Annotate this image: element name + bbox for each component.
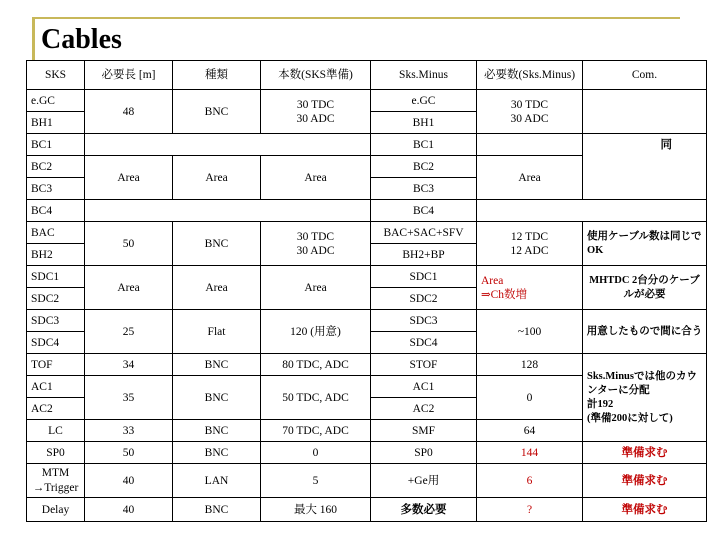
cell-minus: SMF [371, 420, 477, 442]
table-row [27, 134, 707, 156]
cell-empty [477, 134, 583, 156]
cell-comment: 準備求む [583, 498, 707, 522]
cell-type: BNC [173, 222, 261, 266]
cell-minus: BH1 [371, 112, 477, 134]
header-need-sks-minus: 必要数(Sks.Minus) [477, 61, 583, 90]
cell-need: 144 [477, 442, 583, 464]
title-accent-vertical [32, 17, 35, 61]
cell-length: 50 [85, 442, 173, 464]
cell-type: Area [173, 156, 261, 200]
cell-type: BNC [173, 354, 261, 376]
cell-minus: BC1 [371, 134, 477, 156]
cell-sks: BC2 [27, 156, 85, 178]
cell-sks: SDC4 [27, 332, 85, 354]
title-accent-horizontal [32, 17, 680, 19]
cell-need: 6 [477, 464, 583, 498]
cell-sks: BC3 [27, 178, 85, 200]
cell-comment [583, 90, 707, 134]
cell-minus: SDC4 [371, 332, 477, 354]
table-row [27, 310, 707, 332]
cell-sks: LC [27, 420, 85, 442]
header-sks-minus: Sks.Minus [371, 61, 477, 90]
cell-comment: 準備求む [583, 464, 707, 498]
cell-length: 40 [85, 464, 173, 498]
page-title: Cables [41, 24, 122, 55]
cell-minus: BC4 [371, 200, 477, 222]
cell-type: BNC [173, 420, 261, 442]
cell-sks: TOF [27, 354, 85, 376]
cell-minus: BC3 [371, 178, 477, 200]
cell-minus: AC1 [371, 376, 477, 398]
cell-minus: 多数必要 [371, 498, 477, 522]
cell-length: 35 [85, 376, 173, 420]
cell-minus: BC2 [371, 156, 477, 178]
cell-count: 最大 160 [261, 498, 371, 522]
table-row [27, 498, 707, 522]
cell-minus: e.GC [371, 90, 477, 112]
cell-minus: SP0 [371, 442, 477, 464]
cell-sks: BH1 [27, 112, 85, 134]
cell-minus: SDC2 [371, 288, 477, 310]
table-row [27, 354, 707, 376]
cell-sks: AC2 [27, 398, 85, 420]
cell-empty [85, 200, 371, 222]
cell-count: 120 (用意) [261, 310, 371, 354]
cell-sks: SP0 [27, 442, 85, 464]
cell-length: 25 [85, 310, 173, 354]
cell-count: 30 TDC 30 ADC [261, 90, 371, 134]
cell-need: ? [477, 498, 583, 522]
cell-sks: SDC3 [27, 310, 85, 332]
cell-length: 50 [85, 222, 173, 266]
header-length: 必要長 [m] [85, 61, 173, 90]
table-row [27, 464, 707, 498]
cell-minus: +Ge用 [371, 464, 477, 498]
cell-length: Area [85, 266, 173, 310]
header-sks: SKS [27, 61, 85, 90]
cell-comment: 用意したもので間に合う [583, 310, 707, 354]
cell-empty [85, 134, 371, 156]
cell-type: BNC [173, 90, 261, 134]
cell-length: 40 [85, 498, 173, 522]
cell-minus: STOF [371, 354, 477, 376]
cell-minus: SDC1 [371, 266, 477, 288]
header-row [27, 61, 707, 90]
cell-type: BNC [173, 498, 261, 522]
header-count-sks: 本数(SKS準備) [261, 61, 371, 90]
cell-comment: 同 [583, 134, 707, 200]
cell-count: 70 TDC, ADC [261, 420, 371, 442]
table-row [27, 266, 707, 288]
cell-need: ~100 [477, 310, 583, 354]
cell-comment: 使用ケーブル数は同じでOK [583, 222, 707, 266]
table-row [27, 442, 707, 464]
cell-length: 33 [85, 420, 173, 442]
cell-type: BNC [173, 442, 261, 464]
cell-sks: SDC2 [27, 288, 85, 310]
cell-comment: Sks.Minusでは他のカウンターに分配 計192 (準備200に対して) [583, 354, 707, 442]
cell-sks: BC1 [27, 134, 85, 156]
cell-need: 128 [477, 354, 583, 376]
cell-sks: MTM →Trigger [27, 464, 85, 498]
cell-count: 80 TDC, ADC [261, 354, 371, 376]
cell-minus: BAC+SAC+SFV [371, 222, 477, 244]
cell-sks: Delay [27, 498, 85, 522]
cell-need: 12 TDC 12 ADC [477, 222, 583, 266]
cell-need: 0 [477, 376, 583, 420]
cell-need: 30 TDC 30 ADC [477, 90, 583, 134]
cell-need: Area [477, 156, 583, 200]
cell-need: 64 [477, 420, 583, 442]
table-row [27, 222, 707, 244]
cell-count: Area [261, 156, 371, 200]
cell-sks: BH2 [27, 244, 85, 266]
cell-minus: BH2+BP [371, 244, 477, 266]
cell-type: BNC [173, 376, 261, 420]
cell-type: LAN [173, 464, 261, 498]
cell-minus: SDC3 [371, 310, 477, 332]
header-comment: Com. [583, 61, 707, 90]
table-row [27, 90, 707, 112]
cell-empty [477, 200, 707, 222]
cell-length: Area [85, 156, 173, 200]
cell-sks: AC1 [27, 376, 85, 398]
cell-length: 34 [85, 354, 173, 376]
cell-sks: e.GC [27, 90, 85, 112]
cell-type: Area [173, 266, 261, 310]
cell-minus: AC2 [371, 398, 477, 420]
cell-comment: MHTDC 2台分のケーブルが必要 [583, 266, 707, 310]
cell-count: 50 TDC, ADC [261, 376, 371, 420]
cell-count: 30 TDC 30 ADC [261, 222, 371, 266]
cell-need: Area ⇒Ch数増 [477, 266, 583, 310]
table-row [27, 200, 707, 222]
cell-sks: BC4 [27, 200, 85, 222]
cell-count: 0 [261, 442, 371, 464]
cell-comment: 準備求む [583, 442, 707, 464]
cell-count: 5 [261, 464, 371, 498]
cell-sks: BAC [27, 222, 85, 244]
cell-length: 48 [85, 90, 173, 134]
header-type: 種類 [173, 61, 261, 90]
cell-type: Flat [173, 310, 261, 354]
cell-count: Area [261, 266, 371, 310]
cables-table [26, 60, 707, 522]
cell-sks: SDC1 [27, 266, 85, 288]
